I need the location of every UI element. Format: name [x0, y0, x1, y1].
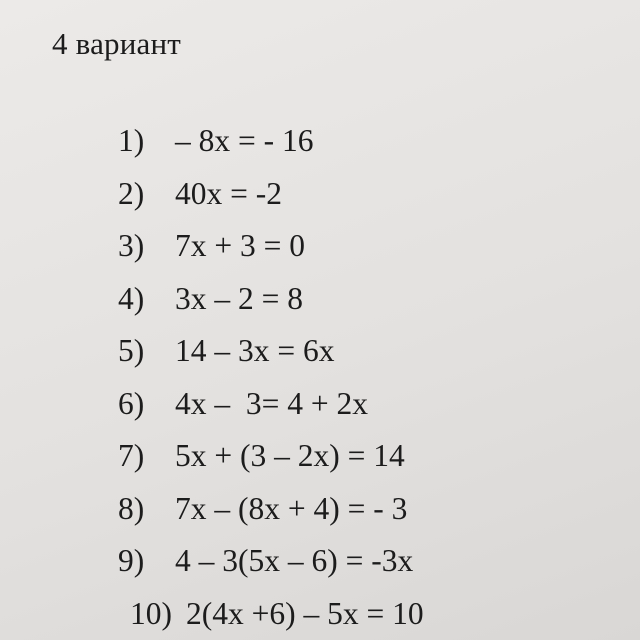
variant-title: 4 вариант — [52, 26, 182, 61]
item-number: 8) — [118, 490, 145, 526]
list-item — [118, 278, 424, 331]
item-number: 10) — [130, 595, 172, 631]
equation-text: 40x = -2 — [175, 175, 283, 211]
list-item — [118, 488, 424, 541]
equation-text: 7x – (8x + 4) = - 3 — [175, 490, 408, 526]
list-item — [118, 120, 424, 173]
list-item — [118, 330, 424, 383]
equation-list — [118, 120, 424, 640]
equation-text: 4x – 3= 4 + 2x — [175, 385, 369, 421]
list-item — [118, 383, 424, 436]
equation-text: 2(4x +6) – 5x = 10 — [186, 595, 424, 631]
equation-text: 5x + (3 – 2x) = 14 — [175, 438, 405, 473]
item-number: 2) — [118, 175, 145, 211]
equation-text: – 8x = - 16 — [175, 123, 314, 158]
equation-text: 14 – 3x = 6x — [175, 333, 335, 368]
list-item — [118, 540, 424, 593]
item-number: 6) — [118, 385, 145, 421]
list-item — [130, 593, 424, 640]
list-item — [118, 225, 424, 278]
list-item — [118, 173, 424, 226]
list-item — [118, 435, 424, 488]
item-number: 7) — [118, 438, 145, 473]
equation-text: 3x – 2 = 8 — [175, 280, 304, 316]
equation-text: 7x + 3 = 0 — [175, 228, 306, 263]
item-number: 9) — [118, 543, 145, 578]
item-number: 4) — [118, 280, 145, 316]
equation-text: 4 – 3(5x – 6) = -3x — [175, 543, 414, 578]
item-number: 5) — [118, 333, 145, 368]
item-number: 3) — [118, 228, 145, 263]
item-number: 1) — [118, 123, 145, 158]
